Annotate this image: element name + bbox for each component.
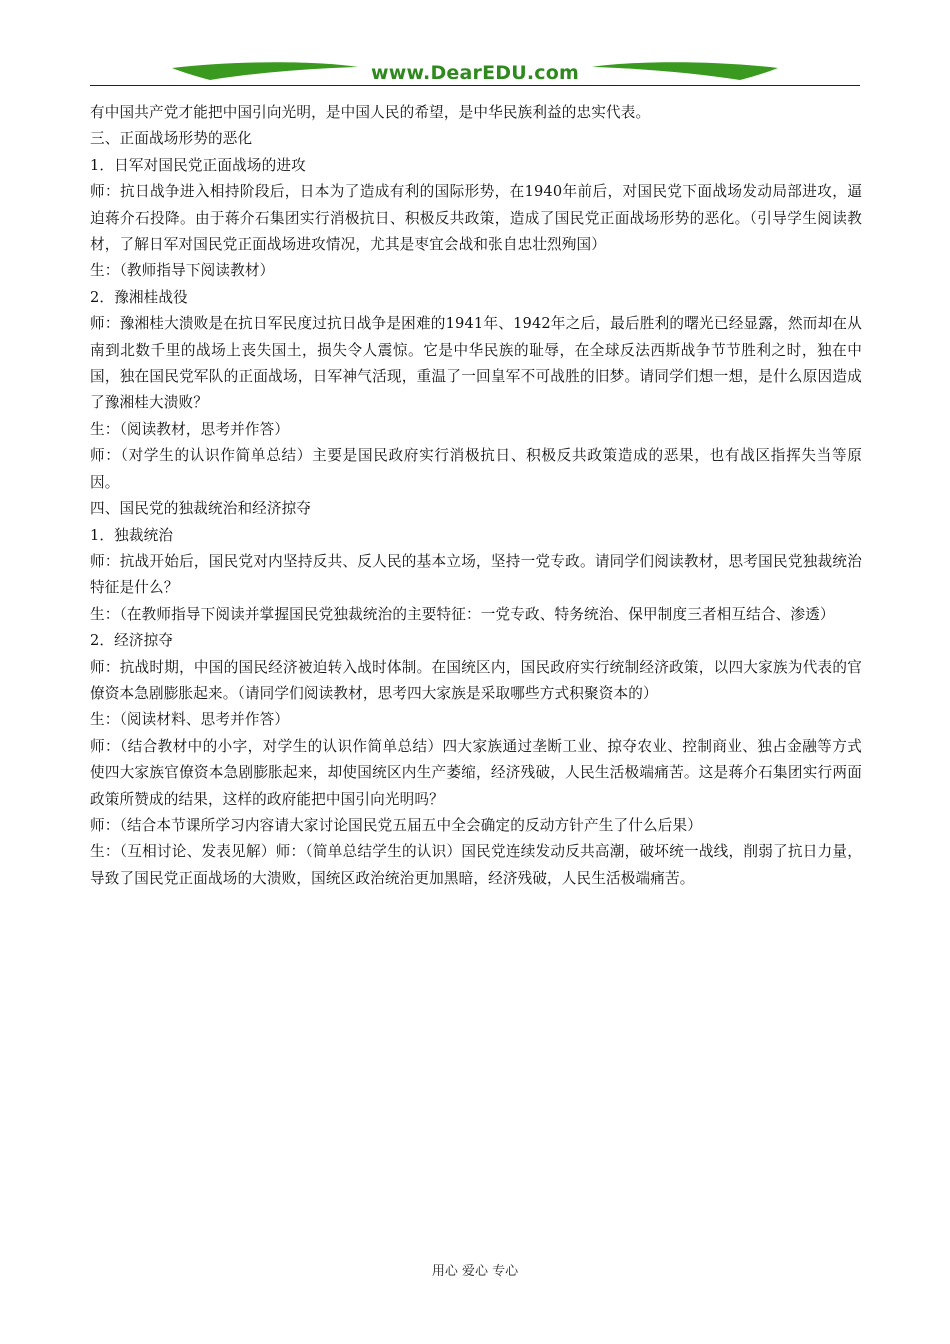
subsection-heading: 1．独裁统治 <box>90 526 174 544</box>
subsection-heading: 1．日军对国民党正面战场的进攻 <box>90 156 306 174</box>
section-heading: 三、正面战场形势的恶化 <box>90 130 253 148</box>
paragraph: 有中国共产党才能把中国引向光明，是中国人民的希望，是中华民族利益的忠实代表。 <box>90 104 651 121</box>
subsection-heading: 2．经济掠夺 <box>90 632 174 650</box>
paragraph: 师：（结合本节课所学习内容请大家讨论国民党五届五中全会确定的反动方针产生了什么后果） <box>90 816 702 834</box>
paragraph: 师：豫湘桂大溃败是在抗日军民度过抗日战争是困难的1941年、1942年之后，最后胜利的曙光已经显露，然而却在从南到北数千里的战场上丧失国土，损失令人震惊。它是中华民族的耻辱，在全球反法西斯战争节节胜利之时，独在中国，独在国民党军队的正面战场，日军神气活现，重温了一回皇军不可战胜的旧梦。请同学们想一想，是什么原因造成了豫湘桂大溃败？ <box>90 315 862 412</box>
document-body <box>90 100 862 892</box>
paragraph: 生：（教师指导下阅读教材） <box>90 262 275 280</box>
paragraph: 生：（在教师指导下阅读并掌握国民党独裁统治的主要特征：一党专政、特务统治、保甲制度三者相互结合、渗透） <box>90 605 835 623</box>
subsection-heading: 2．豫湘桂战役 <box>90 288 188 306</box>
paragraph: 生：（互相讨论、发表见解）师：（简单总结学生的认识）国民党连续发动反共高潮，破坏统一战线，削弱了抗日力量，导致了国民党正面战场的大溃败，国统区政治统治更加黑暗，经济残破，人民生活极端痛苦。 <box>90 843 862 887</box>
paragraph: 师：抗日战争进入相持阶段后，日本为了造成有利的国际形势，在1940年前后，对国民党下面战场发动局部进攻，逼迫蒋介石投降。由于蒋介石集团实行消极抗日、积极反共政策，造成了国民党正面战场形势的恶化。（引导学生阅读教材，了解日军对国民党正面战场进攻情况，尤其是枣宜会战和张自忠壮烈殉国） <box>90 183 862 254</box>
page-footer: 用心 爱心 专心 <box>431 1264 519 1279</box>
paragraph: 师：抗战时期，中国的国民经济被迫转入战时体制。在国统区内，国民政府实行统制经济政策，以四大家族为代表的官僚资本急剧膨胀起来。（请同学们阅读教材，思考四大家族是采取哪些方式积聚资本的） <box>90 658 862 702</box>
paragraph: 师：（对学生的认识作简单总结）主要是国民政府实行消极抗日、积极反共政策造成的恶果，也有战区指挥失当等原因。 <box>90 447 862 491</box>
paragraph: 师：（结合教材中的小字，对学生的认识作简单总结）四大家族通过垄断工业、掠夺农业、控制商业、独占金融等方式使四大家族官僚资本急剧膨胀起来，却使国统区内生产萎缩，经济残破，人民生活极端痛苦。这是蒋介石集团实行两面政策所赞成的结果，这样的政府能把中国引向光明吗？ <box>90 737 862 808</box>
section-heading: 四、国民党的独裁统治和经济掠夺 <box>90 500 312 518</box>
header-rule <box>90 85 860 86</box>
paragraph: 师：抗战开始后，国民党对内坚持反共、反人民的基本立场，坚持一党专政。请同学们阅读教材，思考国民党独裁统治特征是什么？ <box>90 552 862 597</box>
site-logo[interactable]: www.DearEDU.com <box>370 62 580 84</box>
paragraph: 生：（阅读教材，思考并作答） <box>90 420 290 438</box>
paragraph: 生：（阅读材料、思考并作答） <box>90 711 290 729</box>
page-header <box>90 58 860 90</box>
